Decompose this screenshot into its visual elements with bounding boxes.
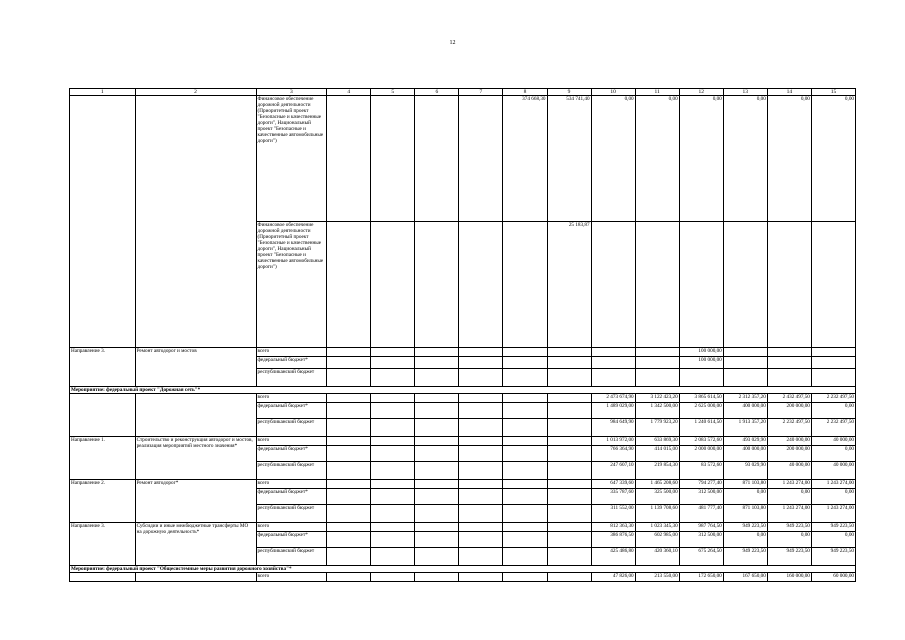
value-cell: 83 572,60 [679,462,723,480]
value-cell [547,446,591,462]
value-cell [547,403,591,419]
value-cell [723,369,767,387]
value-cell [547,548,591,566]
funding-source: федеральный бюджет* [256,489,327,505]
value-cell: 400 000,00 [723,446,767,462]
value-cell [459,403,503,419]
value-cell [503,437,547,446]
value-cell: 93 029,90 [723,462,767,480]
column-header: 6 [415,89,459,96]
table-row [70,348,856,357]
value-cell: 219 854,30 [635,462,679,480]
value-cell: 1 489 029,00 [591,403,635,419]
value-cell [635,222,679,348]
value-cell: 0,00 [811,446,855,462]
value-cell [767,369,811,387]
value-cell [503,446,547,462]
value-cell [371,480,415,489]
value-cell: 325 500,00 [635,489,679,505]
value-cell: 949 223,50 [811,523,855,532]
value-cell [459,523,503,532]
value-cell [503,523,547,532]
value-cell [459,437,503,446]
value-cell: 386 876,50 [591,532,635,548]
column-header: 14 [767,89,811,96]
value-cell [503,357,547,369]
value-cell [415,462,459,480]
value-cell [371,523,415,532]
value-cell [547,357,591,369]
direction-label [70,96,136,348]
value-cell [459,573,503,582]
value-cell: 425 486,80 [591,548,635,566]
value-cell [503,573,547,582]
value-cell [371,369,415,387]
value-cell [459,489,503,505]
value-cell [327,446,371,462]
value-cell [371,505,415,523]
column-header: 1 [70,89,136,96]
direction-label [70,394,136,437]
value-cell [371,348,415,357]
value-cell [503,394,547,403]
value-cell: 47 826,00 [591,573,635,582]
value-cell: 0,00 [767,489,811,505]
value-cell: 0,00 [811,96,855,222]
value-cell [811,222,855,348]
value-cell [547,419,591,437]
direction-label: Направление 2. [70,480,136,523]
value-cell [371,573,415,582]
direction-label: Направление 3. [70,348,136,387]
value-cell [635,369,679,387]
funding-source: федеральный бюджет* [256,403,327,419]
value-cell [811,348,855,357]
value-cell [679,222,723,348]
funding-source: республиканский бюджет [256,462,327,480]
value-cell [503,489,547,505]
value-cell [327,532,371,548]
value-cell: 311 552,00 [591,505,635,523]
funding-source: республиканский бюджет [256,369,327,387]
column-header: 15 [811,89,855,96]
value-cell [371,446,415,462]
value-cell [679,369,723,387]
value-cell: 374 668,30 [503,96,547,222]
value-cell: 812 363,30 [591,523,635,532]
value-cell: 766 364,90 [591,446,635,462]
column-header: 7 [459,89,503,96]
funding-source: всего [256,480,327,489]
value-cell: 213 550,00 [635,573,679,582]
value-cell: 0,00 [811,403,855,419]
funding-source: республиканский бюджет [256,505,327,523]
column-header: 10 [591,89,635,96]
value-cell [459,394,503,403]
value-cell: 3 865 614,50 [679,394,723,403]
value-cell [767,222,811,348]
value-cell [459,462,503,480]
value-cell [459,548,503,566]
value-cell [503,403,547,419]
funding-source: всего [256,437,327,446]
funding-source: федеральный бюджет* [256,532,327,548]
value-cell: 200 000,00 [767,446,811,462]
value-cell: 414 015,00 [635,446,679,462]
value-cell [503,505,547,523]
table-row [70,523,856,532]
funding-source: федеральный бюджет* [256,446,327,462]
value-cell [327,222,371,348]
value-cell [415,480,459,489]
funding-source: всего [256,348,327,357]
value-cell [459,480,503,489]
direction-name: Строительство и реконструкция автодорог и мостов, реализация мероприятий местного значения* [135,437,256,480]
value-cell [767,357,811,369]
value-cell: 2 232 497,50 [811,419,855,437]
value-cell: 247 607,10 [591,462,635,480]
funding-source: Финансовое обеспечение дорожной деятельности (Приоритетный проект "Безопасные и качественные дороги", Национальный проект "Безопасные и качественные автомобильные дороги") [256,96,327,222]
value-cell [415,369,459,387]
value-cell [327,489,371,505]
value-cell: 2 473 674,90 [591,394,635,403]
column-header: 5 [371,89,415,96]
value-cell: 1 240 614,50 [679,419,723,437]
value-cell [591,357,635,369]
value-cell [415,573,459,582]
value-cell: 172 650,00 [679,573,723,582]
value-cell [459,532,503,548]
value-cell: 100 000,00 [679,357,723,369]
funding-source: Финансовое обеспечение дорожной деятельности (Приоритетный проект "Безопасные и качественные дороги", Национальный проект "Безопасные и качественные автомобильные дороги") [256,222,327,348]
value-cell [327,394,371,403]
value-cell [327,369,371,387]
value-cell: 2 625 000,00 [679,403,723,419]
value-cell [415,394,459,403]
value-cell: 240 000,00 [767,437,811,446]
value-cell [503,348,547,357]
value-cell [371,462,415,480]
value-cell [371,489,415,505]
value-cell [547,348,591,357]
value-cell: 312 500,00 [679,489,723,505]
value-cell: 493 029,90 [723,437,767,446]
value-cell: 40 000,00 [811,437,855,446]
value-cell [415,437,459,446]
value-cell: 40 000,00 [811,462,855,480]
value-cell: 167 650,00 [723,573,767,582]
value-cell [371,394,415,403]
value-cell [503,222,547,348]
column-header: 9 [547,89,591,96]
section-row [70,387,856,394]
value-cell: 949 223,50 [723,523,767,532]
value-cell [547,480,591,489]
column-header: 11 [635,89,679,96]
value-cell: 0,00 [767,96,811,222]
value-cell [547,505,591,523]
value-cell [547,523,591,532]
value-cell: 0,00 [723,532,767,548]
value-cell [503,462,547,480]
value-cell: 0,00 [723,489,767,505]
value-cell [547,437,591,446]
value-cell: 1 243 274,00 [811,480,855,489]
value-cell [503,532,547,548]
value-cell: 2 083 572,60 [679,437,723,446]
value-cell: 871 103,80 [723,505,767,523]
value-cell [415,348,459,357]
value-cell: 1 023 345,30 [635,523,679,532]
value-cell: 100 000,00 [679,348,723,357]
value-cell [415,96,459,222]
direction-label: Направление 1. [70,437,136,480]
value-cell [415,357,459,369]
value-cell [723,348,767,357]
value-cell: 871 103,80 [723,480,767,489]
value-cell: 794 277,40 [679,480,723,489]
value-cell: 160 000,00 [767,573,811,582]
section-title: Мероприятие: федеральный проект "Общесистемные меры развития дорожного хозяйства"* [70,566,856,573]
value-cell [327,573,371,582]
value-cell [371,403,415,419]
value-cell [811,369,855,387]
value-cell [503,419,547,437]
value-cell: 1 139 708,60 [635,505,679,523]
value-cell [459,419,503,437]
value-cell [547,532,591,548]
value-cell: 2 000 000,00 [679,446,723,462]
column-header: 4 [327,89,371,96]
section-row [70,566,856,573]
value-cell: 0,00 [811,532,855,548]
value-cell [459,505,503,523]
value-cell: 1 913 357,20 [723,419,767,437]
value-cell: 0,00 [767,532,811,548]
direction-name: Ремонт автодорог и мостов [135,348,256,387]
value-cell: 2 312 357,20 [723,394,767,403]
value-cell [459,369,503,387]
value-cell [327,548,371,566]
column-header: 13 [723,89,767,96]
funding-source: всего [256,573,327,582]
value-cell [459,96,503,222]
value-cell: 647 339,60 [591,480,635,489]
value-cell [723,222,767,348]
value-cell [503,548,547,566]
table-row [70,394,856,403]
value-cell [459,222,503,348]
value-cell [503,369,547,387]
value-cell [547,369,591,387]
direction-name: Субсидии и иные межбюджетные трансферты МО на дорожную деятельность* [135,523,256,566]
direction-name [135,573,256,582]
value-cell: 3 122 423,20 [635,394,679,403]
value-cell: 2 232 497,50 [811,394,855,403]
value-cell: 0,00 [591,96,635,222]
value-cell [415,523,459,532]
value-cell: 312 500,00 [679,532,723,548]
value-cell [811,357,855,369]
value-cell: 2 232 497,50 [767,419,811,437]
value-cell: 1 013 972,00 [591,437,635,446]
value-cell: 675 264,50 [679,548,723,566]
direction-label [70,573,136,582]
value-cell [415,489,459,505]
column-header: 12 [679,89,723,96]
value-cell: 949 223,50 [767,548,811,566]
value-cell: 481 777,40 [679,505,723,523]
value-cell [547,489,591,505]
value-cell [415,532,459,548]
value-cell: 40 000,00 [767,462,811,480]
value-cell [459,357,503,369]
table-row [70,437,856,446]
funding-source: республиканский бюджет [256,548,327,566]
direction-name: Ремонт автодорог* [135,480,256,523]
value-cell: 0,00 [723,96,767,222]
value-cell: 949 223,50 [767,523,811,532]
value-cell: 984 649,90 [591,419,635,437]
value-cell: 602 985,00 [635,532,679,548]
value-cell: 1 243 274,00 [767,480,811,489]
value-cell [591,348,635,357]
value-cell: 0,00 [679,96,723,222]
value-cell [371,357,415,369]
funding-source: всего [256,394,327,403]
value-cell: 1 779 923,20 [635,419,679,437]
column-header: 2 [135,89,256,96]
value-cell: 1 243 274,00 [811,505,855,523]
value-cell [591,369,635,387]
funding-source: федеральный бюджет* [256,357,327,369]
direction-name [135,394,256,437]
value-cell: 335 787,60 [591,489,635,505]
value-cell: 2 432 497,50 [767,394,811,403]
value-cell [415,222,459,348]
value-cell [415,419,459,437]
table-row [70,96,856,222]
value-cell [327,348,371,357]
value-cell: 0,00 [635,96,679,222]
column-header: 3 [256,89,327,96]
value-cell [635,357,679,369]
value-cell: 60 000,00 [811,573,855,582]
column-header: 8 [503,89,547,96]
value-cell [371,419,415,437]
value-cell [415,446,459,462]
value-cell [327,357,371,369]
page-number: 12 [449,40,456,46]
value-cell [327,403,371,419]
value-cell [371,96,415,222]
value-cell [327,480,371,489]
value-cell: 987 764,50 [679,523,723,532]
value-cell: 420 360,10 [635,548,679,566]
value-cell [327,505,371,523]
value-cell: 1 342 500,00 [635,403,679,419]
funding-source: всего [256,523,327,532]
value-cell: 0,00 [811,489,855,505]
direction-name [135,96,256,348]
funding-source: республиканский бюджет [256,419,327,437]
value-cell: 1 465 208,60 [635,480,679,489]
value-cell [415,505,459,523]
budget-table [69,88,856,582]
value-cell [371,222,415,348]
value-cell [547,462,591,480]
value-cell: 949 223,50 [723,548,767,566]
value-cell: 1 243 274,00 [767,505,811,523]
direction-label: Направление 3. [70,523,136,566]
value-cell: 534 741,40 [547,96,591,222]
value-cell [371,532,415,548]
table-row [70,480,856,489]
value-cell [635,348,679,357]
section-title: Мероприятие: федеральный проект "Дорожная сеть"* [70,387,856,394]
header-row [70,89,856,96]
value-cell [767,348,811,357]
value-cell: 200 000,00 [767,403,811,419]
value-cell [459,446,503,462]
value-cell [327,419,371,437]
value-cell [459,348,503,357]
value-cell: 949 223,50 [811,548,855,566]
value-cell: 633 869,30 [635,437,679,446]
value-cell [547,394,591,403]
table-row [70,573,856,582]
value-cell [327,96,371,222]
value-cell: 400 000,00 [723,403,767,419]
value-cell [547,573,591,582]
value-cell [327,523,371,532]
value-cell: 25 183,87 [547,222,591,348]
value-cell [415,548,459,566]
value-cell [503,480,547,489]
value-cell [415,403,459,419]
value-cell [591,222,635,348]
value-cell [327,437,371,446]
value-cell [371,437,415,446]
value-cell [327,462,371,480]
value-cell [723,357,767,369]
value-cell [371,548,415,566]
